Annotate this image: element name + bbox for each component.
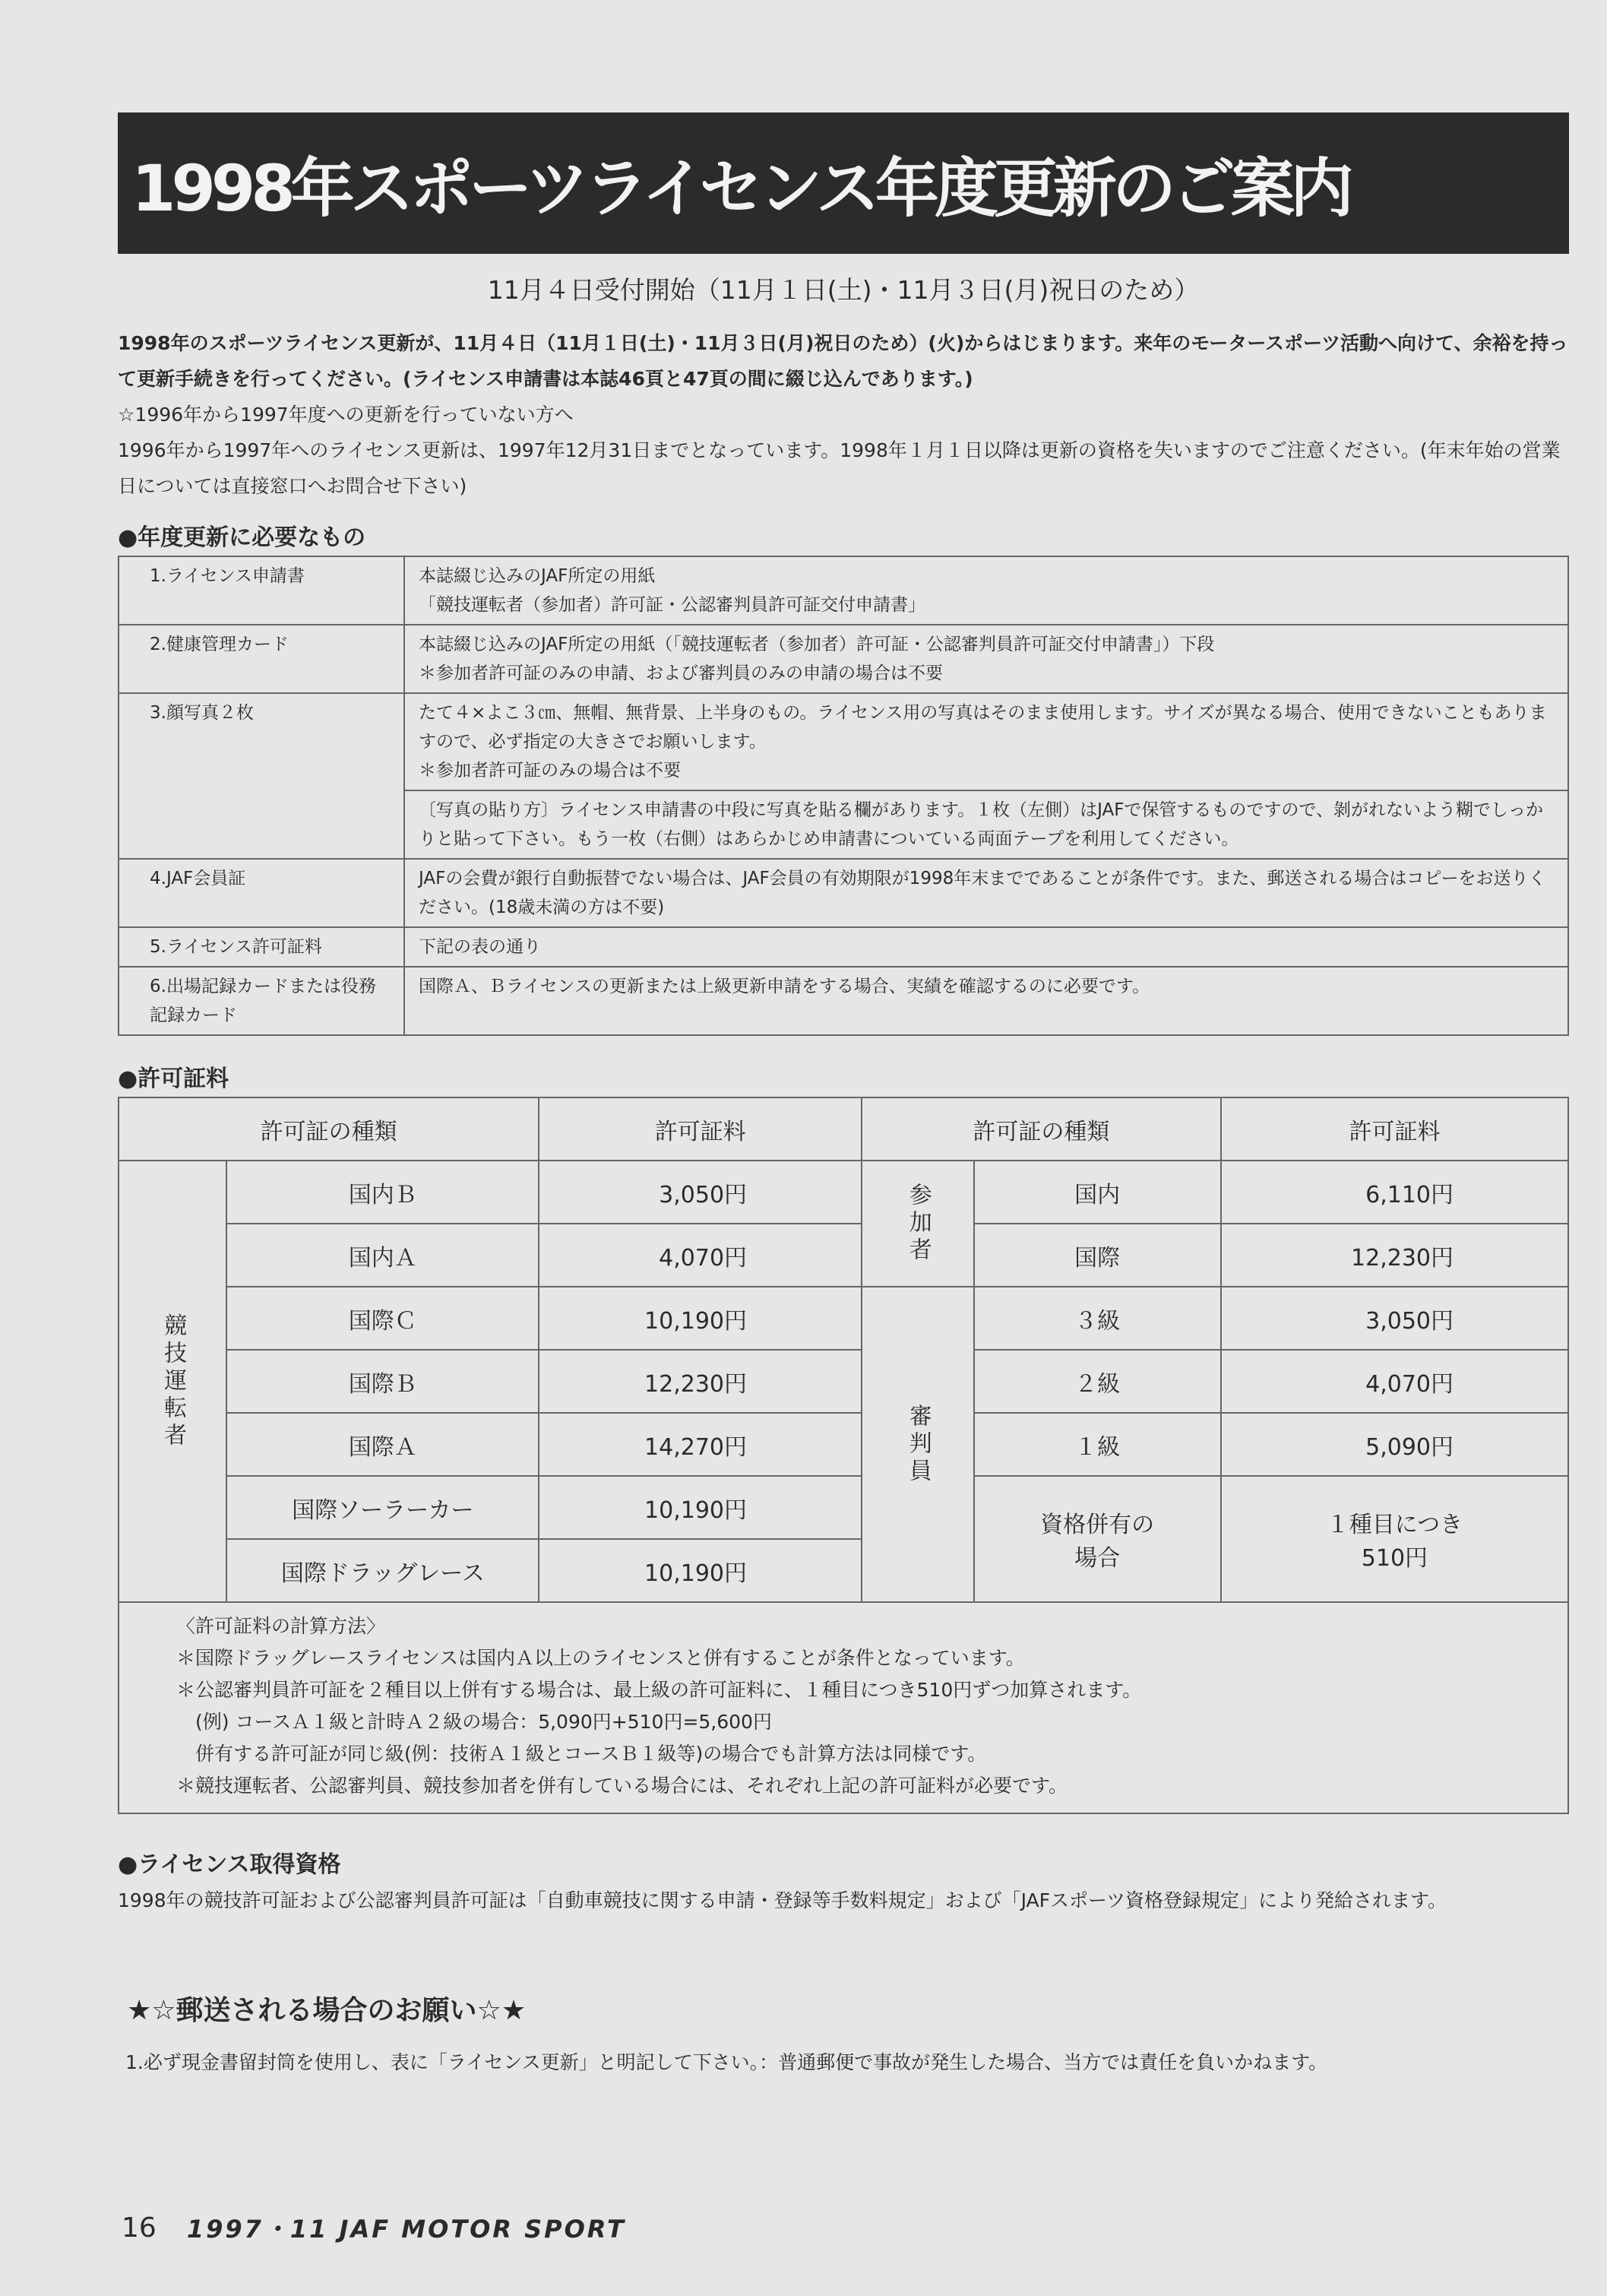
license-type: 国際	[974, 1224, 1221, 1287]
table-row	[119, 1476, 1568, 1539]
page-title	[118, 112, 1569, 254]
header-type: 許可証の種類	[862, 1097, 1221, 1161]
notice-body: 1996年から1997年へのライセンス更新は、1997年12月31日までとなっています。1998年１月１日以降は更新の資格を失いますのでご注意ください。(年末年始の営業日については直接窓口へお問合せ下さい)	[118, 439, 1561, 497]
group-driver: 競技運転者	[119, 1161, 226, 1602]
license-fee: 4,070円	[539, 1224, 862, 1287]
table-row	[119, 556, 1568, 625]
req-line: 「競技運転者（参加者）許可証・公認審判員許可証交付申請書」	[419, 595, 925, 615]
page-number: 16	[122, 2212, 157, 2244]
note-line: 併有する許可証が同じ級(例：技術Ａ１級とコースＢ１級等)の場合でも計算方法は同様です。	[176, 1743, 987, 1765]
requirements-table	[118, 556, 1569, 1036]
req-value	[404, 790, 1568, 859]
table-row	[119, 1413, 1568, 1476]
group-entrant: 参加者	[862, 1161, 973, 1287]
table-row	[119, 927, 1568, 967]
req-line: 〔写真の貼り方〕ライセンス申請書の中段に写真を貼る欄があります。１枚（左側）はJAFで保管するものですので、剝がれないよう糊でしっかりと貼って下さい。もう一枚（右側）はあらかじめ申請書についている両面テープを利用してください。	[419, 800, 1543, 849]
license-fee: 12,230円	[1221, 1224, 1568, 1287]
req-line: ＊参加者許可証のみの申請、および審判員のみの申請の場合は不要	[419, 663, 943, 683]
license-type: 国際ソーラーカー	[226, 1476, 539, 1539]
license-fee: 10,190円	[539, 1287, 862, 1350]
req-line: 本誌綴じ込みのJAF所定の用紙（「競技運転者（参加者）許可証・公認審判員許可証交付申請書」）下段	[419, 635, 1215, 654]
intro	[118, 325, 1569, 504]
note-line: ＊競技運転者、公認審判員、競技参加者を併有している場合には、それぞれ上記の許可証料が必要です。	[176, 1775, 1068, 1797]
license-type: 国内Ａ	[226, 1224, 539, 1287]
req-key: 1.ライセンス申請書	[119, 556, 404, 625]
license-fee: 5,090円	[1221, 1413, 1568, 1476]
notice-heading: ☆1996年から1997年度への更新を行っていない方へ	[118, 404, 574, 426]
table-header-row	[119, 1097, 1568, 1161]
req-key: 6.出場記録カードまたは役務記録カード	[119, 967, 404, 1035]
license-type: 国際Ｃ	[226, 1287, 539, 1350]
header-fee: 許可証料	[1221, 1097, 1568, 1161]
req-key: 2.健康管理カード	[119, 625, 404, 693]
req-key: 5.ライセンス許可証料	[119, 927, 404, 967]
title-text: 1998年スポーツライセンス年度更新のご案内	[131, 150, 1349, 226]
req-value	[404, 967, 1568, 1035]
table-row	[119, 625, 1568, 693]
table-row	[119, 1602, 1568, 1813]
subtitle: 11月４日受付開始（11月１日(土)・11月３日(月)祝日のため）	[487, 275, 1200, 305]
magazine-name: 1997・11 JAF MOTOR SPORT	[186, 2215, 626, 2244]
header-fee: 許可証料	[539, 1097, 862, 1161]
req-value	[404, 693, 1568, 790]
license-fee: 3,050円	[539, 1161, 862, 1224]
note-line: (例) コースＡ１級と計時Ａ２級の場合：5,090円+510円=5,600円	[176, 1711, 772, 1733]
license-type: ２級	[974, 1350, 1221, 1413]
combined-fee-line: 510円	[1361, 1545, 1428, 1572]
license-fee: 4,070円	[1221, 1350, 1568, 1413]
req-value	[404, 859, 1568, 927]
license-fee: 6,110円	[1221, 1161, 1568, 1224]
page-footer	[122, 2210, 626, 2245]
req-line: 国際Ａ、Ｂライセンスの更新または上級更新申請をする場合、実績を確認するのに必要です。	[419, 977, 1150, 996]
page	[118, 112, 1569, 2079]
intro-text: 1998年のスポーツライセンス更新が、11月４日（11月１日(土)・11月３日(月)祝日のため）(火)からはじまります。来年のモータースポーツ活動へ向けて、余裕を持って更新手続きを行ってください。(ライセンス申請書は本誌46頁と47頁の間に綴じ込んであります。)	[118, 332, 1568, 390]
table-row	[119, 967, 1568, 1035]
req-line: 下記の表の通り	[419, 937, 541, 957]
combined-fee	[1221, 1476, 1568, 1602]
table-row	[119, 1224, 1568, 1287]
license-type: ３級	[974, 1287, 1221, 1350]
mail-note: 1.必ず現金書留封筒を使用し、表に「ライセンス更新」と明記して下さい。：普通郵便で事故が発生した場合、当方では責任を負いかねます。	[125, 2051, 1328, 2073]
requirements-heading: ●年度更新に必要なもの	[118, 524, 366, 551]
note-line: ＊国際ドラッグレースライセンスは国内Ａ以上のライセンスと併有することが条件となっています。	[176, 1647, 1025, 1669]
license-type: 国際Ｂ	[226, 1350, 539, 1413]
table-row	[119, 1161, 1568, 1224]
combined-type-line: 場合	[1074, 1545, 1121, 1572]
group-official: 審判員	[862, 1287, 973, 1602]
req-value	[404, 625, 1568, 693]
table-row	[119, 1287, 1568, 1350]
license-fee: 10,190円	[539, 1539, 862, 1602]
note-line: ＊公認審判員許可証を２種目以上併有する場合は、最上級の許可証料に、１種目につき510円ずつ加算されます。	[176, 1679, 1142, 1701]
req-value	[404, 556, 1568, 625]
fee-notes	[119, 1602, 1568, 1813]
req-line: JAFの会費が銀行自動振替でない場合は、JAF会員の有効期限が1998年末までであることが条件です。また、郵送される場合はコピーをお送りください。(18歳未満の方は不要)	[419, 869, 1546, 917]
req-line: たて４×よこ３㎝、無帽、無背景、上半身のもの。ライセンス用の写真はそのまま使用します。サイズが異なる場合、使用できないこともありますので、必ず指定の大きさでお願いします。	[419, 703, 1547, 752]
license-type: 国内	[974, 1161, 1221, 1224]
table-row	[119, 1350, 1568, 1413]
req-line: ＊参加者許可証のみの場合は不要	[419, 761, 681, 781]
req-key: 3.顔写真２枚	[119, 693, 404, 859]
license-type: 国際Ａ	[226, 1413, 539, 1476]
fees-heading: ●許可証料	[118, 1066, 229, 1092]
mail-heading: ★☆郵送される場合のお願い☆★	[127, 1995, 527, 2026]
combined-type	[974, 1476, 1221, 1602]
req-key: 4.JAF会員証	[119, 859, 404, 927]
combined-fee-line: １種目につき	[1326, 1512, 1463, 1538]
license-fee: 12,230円	[539, 1350, 862, 1413]
license-type: １級	[974, 1413, 1221, 1476]
table-row	[119, 693, 1568, 790]
combined-type-line: 資格併有の	[1040, 1512, 1155, 1538]
license-fee: 14,270円	[539, 1413, 862, 1476]
license-fee: 10,190円	[539, 1476, 862, 1539]
header-type: 許可証の種類	[119, 1097, 539, 1161]
table-row	[119, 859, 1568, 927]
req-line: 本誌綴じ込みのJAF所定の用紙	[419, 566, 656, 586]
req-value	[404, 927, 1568, 967]
license-fee: 3,050円	[1221, 1287, 1568, 1350]
qualification-body: 1998年の競技許可証および公認審判員許可証は「自動車競技に関する申請・登録等手数料規定」および「JAFスポーツ資格登録規定」により発給されます。	[118, 1889, 1447, 1911]
license-type: 国内Ｂ	[226, 1161, 539, 1224]
note-line: 〈許可証料の計算方法〉	[176, 1615, 386, 1637]
qualification-heading: ●ライセンス取得資格	[118, 1851, 341, 1878]
license-type: 国際ドラッグレース	[226, 1539, 539, 1602]
fees-table	[118, 1097, 1569, 1814]
